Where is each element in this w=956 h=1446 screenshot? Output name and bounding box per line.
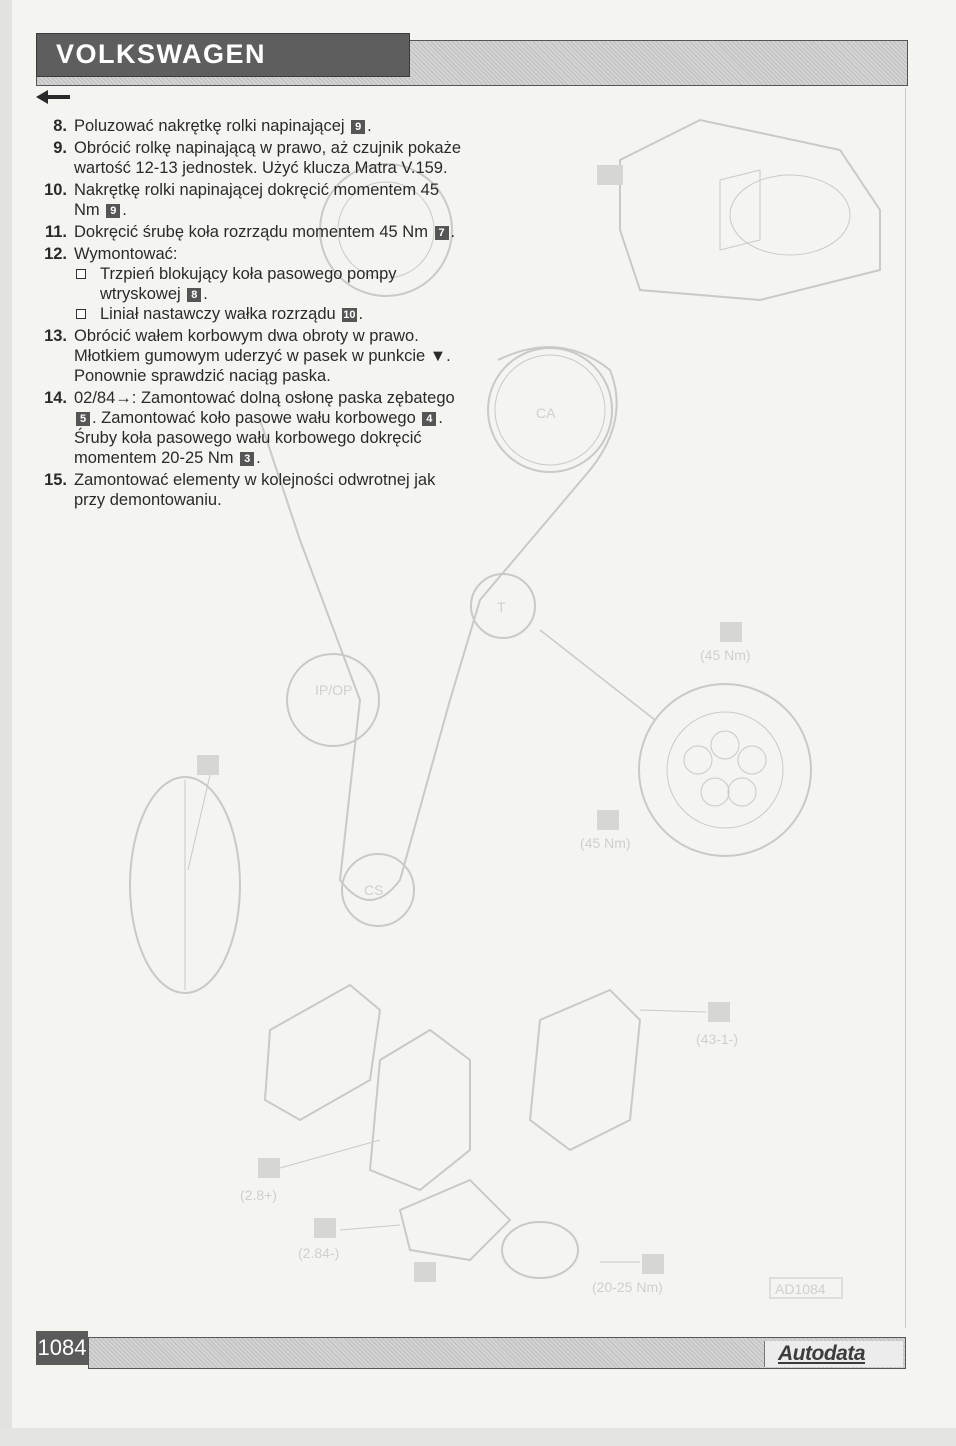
ref-badge: 8	[187, 288, 201, 302]
step-text-tail: .	[256, 449, 261, 467]
ref-badge: 4	[422, 412, 436, 426]
list-item	[34, 388, 464, 468]
ref-badge: 10	[343, 309, 356, 321]
brand-title: VOLKSWAGEN	[56, 39, 267, 69]
step-text: Dokręcić śrubę koła rozrządu momentem 45 Nm	[74, 223, 433, 241]
list-item	[34, 138, 464, 178]
step-number: 11.	[44, 223, 67, 241]
ref-badge: 9	[351, 120, 365, 134]
svg-text:AD1084: AD1084	[775, 1281, 826, 1297]
step-text: Zamontować elementy w kolejności odwrotnej jak przy demontowaniu.	[74, 471, 436, 509]
step-number: 14.	[44, 389, 67, 407]
svg-text:(2.8+): (2.8+)	[240, 1187, 277, 1203]
svg-text:CS: CS	[364, 882, 384, 898]
sub-item-tail: .	[358, 305, 364, 323]
svg-text:(45 Nm): (45 Nm)	[580, 835, 631, 851]
svg-text:IP/OP: IP/OP	[315, 682, 353, 698]
step-text-tail: .	[367, 117, 372, 135]
ref-badge: 7	[435, 226, 449, 240]
autodata-logo: Autodata	[778, 1342, 865, 1365]
step-number: 8.	[53, 117, 67, 135]
sub-item-text: Trzpień blokujący koła pasowego pompy wtryskowej	[100, 265, 397, 303]
step-text: 02/84→: Zamontować dolną osłonę paska zębatego	[74, 389, 455, 407]
svg-text:(45 Nm): (45 Nm)	[700, 647, 751, 663]
step-text: Poluzować nakrętkę rolki napinającej	[74, 117, 350, 135]
sub-item	[74, 264, 464, 304]
list-item	[34, 116, 464, 136]
step-number: 12.	[44, 245, 67, 263]
checkbox-icon	[76, 309, 86, 319]
step-text-tail: .	[122, 201, 127, 219]
ref-badge: 9	[106, 204, 120, 218]
step-text: Obrócić rolkę napinającą w prawo, aż czujnik pokaże wartość 12-13 jednostek. Użyć klucza Matra V.159.	[74, 139, 462, 177]
step-text-tail: .	[450, 223, 456, 241]
svg-text:T: T	[497, 599, 506, 615]
sub-item-text: Liniał nastawczy wałka rozrządu	[100, 305, 341, 323]
sub-item-tail: .	[203, 285, 208, 303]
list-item	[34, 326, 464, 386]
step-text: Obrócić wałem korbowym dwa obroty w prawo. Młotkiem gumowym uderzyć w pasek w punkcie ▼. Ponownie sprawdzić naciąg paska.	[74, 327, 451, 385]
svg-text:(43-1-): (43-1-)	[696, 1031, 739, 1047]
instruction-list	[34, 116, 464, 512]
sub-item	[74, 304, 464, 324]
step-number: 15.	[44, 471, 67, 489]
svg-text:(20-25 Nm): (20-25 Nm)	[592, 1279, 663, 1295]
step-text: Nakrętkę rolki napinającej dokręcić momentem 45 Nm	[74, 181, 439, 219]
svg-text:(2.84-): (2.84-)	[298, 1245, 340, 1261]
list-item	[34, 180, 464, 220]
step-number: 13.	[44, 327, 67, 345]
list-item	[34, 470, 464, 510]
step-number: 9.	[53, 139, 67, 157]
scan-edge-bottom	[0, 1428, 956, 1446]
svg-text:CA: CA	[536, 405, 556, 421]
page-number: 1084	[36, 1331, 88, 1365]
step-text-tail: . Śruby koła pasowego wału korbowego dokręcić momentem 20-25 Nm	[74, 409, 443, 467]
ref-badge: 3	[240, 452, 254, 466]
list-item	[34, 222, 464, 242]
ref-badge: 5	[76, 412, 90, 426]
figure-frame-line	[905, 88, 906, 1328]
step-text-tail: . Zamontować koło pasowe wału korbowego	[92, 409, 421, 427]
step-text: Wymontować:	[74, 245, 178, 263]
step-number: 10.	[44, 181, 67, 199]
checkbox-icon	[76, 269, 86, 279]
list-item	[34, 244, 464, 324]
